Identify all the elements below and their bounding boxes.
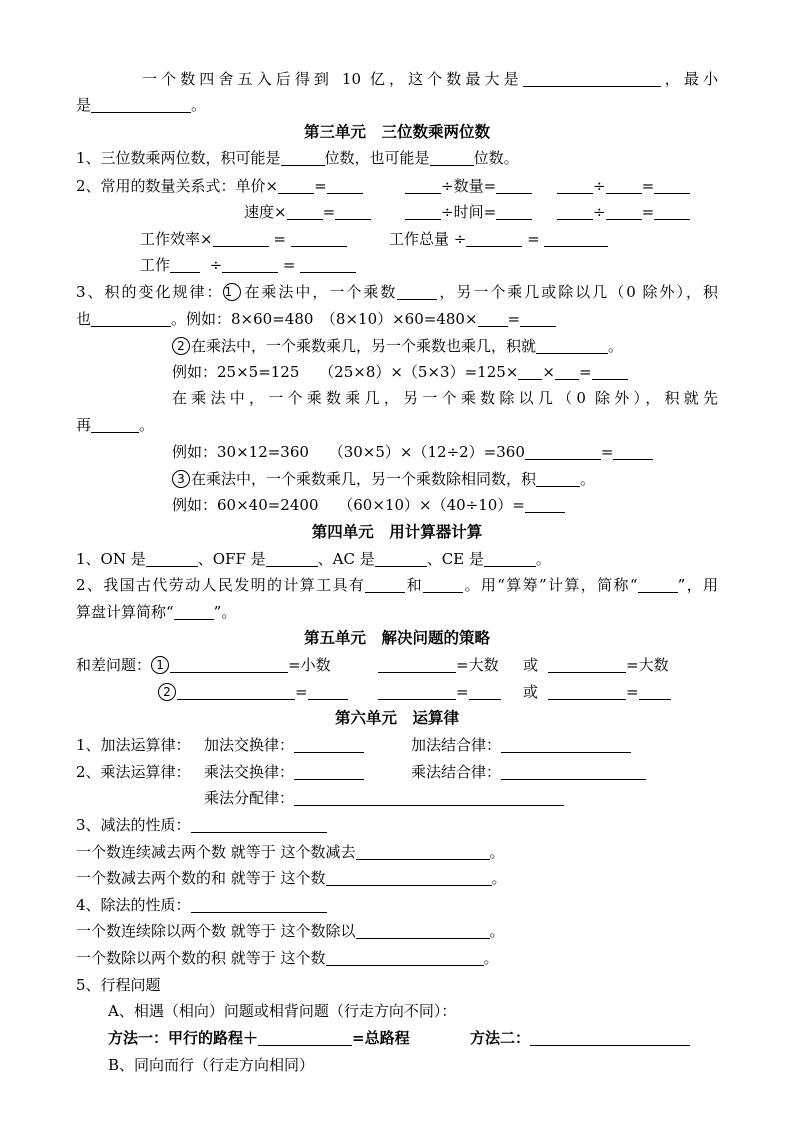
text: 例如：25×5=125 （25×8）×（5×3）=125× bbox=[172, 363, 519, 381]
text: 乘法交换律： bbox=[204, 763, 295, 781]
group bbox=[411, 732, 631, 758]
blank[interactable] bbox=[308, 683, 348, 700]
blank[interactable] bbox=[326, 949, 484, 966]
blank[interactable] bbox=[177, 683, 295, 700]
text: 在乘法中，一个乘数 bbox=[242, 283, 398, 301]
blank[interactable] bbox=[294, 736, 364, 753]
group bbox=[557, 173, 690, 199]
text: 乘法结合律： bbox=[411, 763, 502, 781]
text: × bbox=[542, 363, 555, 381]
text: ÷ bbox=[593, 203, 606, 221]
blank[interactable] bbox=[191, 816, 327, 833]
blank[interactable] bbox=[222, 256, 278, 273]
blank[interactable] bbox=[536, 470, 580, 487]
circled-number-2: 2 bbox=[158, 683, 176, 701]
group bbox=[140, 226, 347, 252]
text: 1、ON 是 bbox=[76, 550, 146, 568]
blank[interactable] bbox=[544, 230, 608, 247]
text: = bbox=[456, 683, 469, 701]
blank[interactable] bbox=[287, 203, 323, 220]
text: 在乘法中，一个乘数乘几，另一个乘数也乘几，积就 bbox=[191, 337, 537, 355]
unit6-item4 bbox=[76, 892, 718, 918]
text: ”。 bbox=[213, 603, 237, 621]
unit3-item2-row4 bbox=[76, 252, 718, 278]
blank[interactable] bbox=[356, 922, 490, 939]
text: =小数 bbox=[288, 656, 331, 674]
text: 3、减法的性质： bbox=[76, 816, 191, 834]
unit6-item3 bbox=[76, 812, 718, 838]
text: 2、我国古代劳动人民发明的计算工具有 bbox=[76, 576, 366, 594]
unit6-item3-row3 bbox=[76, 865, 718, 891]
text: 。 bbox=[483, 949, 499, 967]
blank[interactable] bbox=[548, 656, 626, 673]
blank[interactable] bbox=[518, 363, 542, 380]
blank[interactable] bbox=[365, 576, 405, 593]
group bbox=[244, 199, 371, 225]
text: 。用“算筹”计算，简称“ bbox=[463, 576, 638, 594]
blank[interactable] bbox=[548, 683, 626, 700]
group bbox=[204, 732, 364, 758]
unit3-item1 bbox=[76, 145, 718, 171]
blank[interactable] bbox=[557, 203, 593, 220]
min-number-blank[interactable] bbox=[91, 96, 191, 113]
text: 在乘法中，一个乘数乘几，另一个乘数除以几（0 除外），积就先 bbox=[172, 389, 718, 407]
circled-number-2: 2 bbox=[172, 337, 190, 355]
blank[interactable] bbox=[146, 550, 198, 567]
unit6-item1 bbox=[76, 732, 718, 758]
text: 加法结合律： bbox=[411, 736, 502, 754]
text: 算盘计算简称“ bbox=[76, 603, 174, 621]
text: 3、积的变化规律： bbox=[76, 283, 224, 301]
text: 或 bbox=[523, 656, 539, 674]
group bbox=[405, 173, 532, 199]
group bbox=[108, 1025, 410, 1051]
text: 工作效率× bbox=[140, 230, 213, 248]
unit3-item3-row3 bbox=[172, 333, 718, 359]
text: = bbox=[507, 310, 521, 328]
text: 位数，也可能是 bbox=[324, 149, 430, 167]
group bbox=[204, 759, 364, 785]
blank[interactable] bbox=[327, 177, 363, 194]
group bbox=[557, 199, 690, 225]
blank[interactable] bbox=[278, 177, 314, 194]
max-number-blank[interactable] bbox=[523, 70, 661, 87]
text: =大数 bbox=[626, 656, 669, 674]
unit5-row1 bbox=[76, 652, 718, 678]
unit5-title: 第五单元 解决问题的策略 bbox=[303, 628, 490, 647]
blank[interactable] bbox=[466, 230, 522, 247]
text: = bbox=[641, 203, 655, 221]
blank[interactable] bbox=[170, 656, 288, 673]
unit5-row2 bbox=[76, 679, 718, 705]
text: 位数。 bbox=[473, 149, 519, 167]
text: 2、乘法运算律： bbox=[76, 763, 191, 781]
unit4-item2-row2 bbox=[76, 599, 718, 625]
text: = bbox=[278, 256, 301, 274]
blank[interactable] bbox=[536, 337, 608, 354]
text: 方法二： bbox=[470, 1029, 531, 1047]
text: 再 bbox=[76, 416, 92, 434]
text: 。 bbox=[491, 869, 507, 887]
group bbox=[378, 652, 499, 678]
unit3-item3-row5 bbox=[172, 385, 718, 411]
unit6-item4-row3 bbox=[76, 945, 718, 971]
blank[interactable] bbox=[356, 843, 490, 860]
text: 是 bbox=[76, 96, 92, 114]
text: 或 bbox=[523, 683, 539, 701]
unit6-item4-row2 bbox=[76, 918, 718, 944]
circled-number-1: 1 bbox=[223, 283, 241, 301]
unit3-item3-row1 bbox=[76, 279, 718, 305]
text: 在乘法中，一个乘数乘几，另一个乘数除相同数，积 bbox=[191, 470, 537, 488]
blank[interactable] bbox=[654, 203, 690, 220]
text: ÷ bbox=[209, 256, 223, 274]
group bbox=[158, 679, 348, 705]
text: 1、三位数乘两位数，积可能是 bbox=[76, 149, 281, 167]
blank[interactable] bbox=[405, 177, 441, 194]
group bbox=[470, 1025, 690, 1051]
text: 乘法分配律： bbox=[204, 789, 295, 807]
unit3-item3-row7 bbox=[172, 439, 718, 465]
blank[interactable] bbox=[378, 683, 456, 700]
text: 。 bbox=[608, 337, 624, 355]
blank[interactable] bbox=[294, 763, 364, 780]
blank[interactable] bbox=[606, 177, 642, 194]
text: 。 bbox=[489, 922, 505, 940]
unit6-item3-row2 bbox=[76, 839, 718, 865]
text: = bbox=[295, 683, 308, 701]
text: 4、除法的性质： bbox=[76, 896, 191, 914]
blank[interactable] bbox=[174, 603, 214, 620]
group bbox=[548, 652, 669, 678]
text: 和 bbox=[405, 576, 424, 594]
circled-number-1: 1 bbox=[151, 656, 169, 674]
text: = bbox=[322, 203, 336, 221]
blank[interactable] bbox=[638, 576, 678, 593]
group bbox=[411, 759, 646, 785]
text: 一个数连续除以两个数 就等于 这个数除以 bbox=[76, 922, 356, 940]
blank[interactable] bbox=[557, 177, 593, 194]
text: 2、常用的数量关系式：单价× bbox=[76, 177, 279, 195]
text: 。 bbox=[139, 416, 155, 434]
text: 。 bbox=[191, 96, 207, 114]
unit6-item2-row2 bbox=[76, 785, 718, 811]
text: ，最小 bbox=[660, 70, 718, 88]
text: 。例如：8×60=480 （8×10）×60=480× bbox=[171, 310, 478, 328]
text: = bbox=[641, 177, 655, 195]
blank[interactable] bbox=[654, 177, 690, 194]
text: 工作 bbox=[140, 256, 171, 274]
group bbox=[140, 252, 356, 278]
blank[interactable] bbox=[496, 177, 532, 194]
unit6-item5-methods bbox=[76, 1025, 718, 1051]
text: = bbox=[600, 443, 614, 461]
unit3-item2-row1 bbox=[76, 173, 718, 199]
unit6-item5-b: B、同向而行（行走方向相同） bbox=[108, 1056, 315, 1074]
blank[interactable] bbox=[530, 1029, 690, 1046]
blank[interactable] bbox=[555, 363, 579, 380]
blank[interactable] bbox=[525, 496, 565, 513]
blank[interactable] bbox=[191, 896, 327, 913]
blank[interactable] bbox=[326, 869, 492, 886]
text: 一个数减去两个数的和 就等于 这个数 bbox=[76, 869, 326, 887]
blank[interactable] bbox=[606, 203, 642, 220]
unit3-item2-row3 bbox=[76, 226, 718, 252]
blank[interactable] bbox=[469, 683, 501, 700]
text: 也 bbox=[76, 310, 92, 328]
unit3-item3-row6 bbox=[76, 412, 718, 438]
text: 、OFF 是 bbox=[197, 550, 266, 568]
blank[interactable] bbox=[335, 203, 371, 220]
blank[interactable] bbox=[501, 763, 646, 780]
blank[interactable] bbox=[294, 789, 564, 806]
blank[interactable] bbox=[496, 203, 532, 220]
text: ”，用 bbox=[677, 576, 718, 594]
text: = bbox=[626, 683, 639, 701]
blank[interactable] bbox=[592, 363, 628, 380]
text: 例如：30×12=360 （30×5）×（12÷2）=360 bbox=[172, 443, 525, 461]
blank[interactable] bbox=[375, 550, 427, 567]
group bbox=[405, 199, 532, 225]
unit4-item2-row1 bbox=[76, 572, 718, 598]
unit3-title: 第三单元 三位数乘两位数 bbox=[303, 122, 490, 141]
text: 例如：60×40=2400 （60×10）×（40÷10）= bbox=[172, 496, 525, 514]
unit6-title: 第六单元 运算律 bbox=[334, 708, 459, 727]
text: = bbox=[314, 177, 327, 195]
digits-blank-2[interactable] bbox=[430, 149, 474, 166]
rounding-question-line-1 bbox=[76, 66, 718, 92]
text: 和差问题： bbox=[76, 656, 152, 674]
blank[interactable] bbox=[91, 416, 139, 433]
blank[interactable] bbox=[300, 256, 356, 273]
text: 1、加法运算律： bbox=[76, 736, 191, 754]
group bbox=[204, 785, 564, 811]
blank[interactable] bbox=[291, 230, 347, 247]
unit3-item3-row2 bbox=[76, 306, 718, 332]
text: = bbox=[578, 363, 592, 381]
group bbox=[548, 679, 671, 705]
text: 一个数四舍五入后得到 10 亿，这个数最大是 bbox=[142, 70, 523, 88]
blank[interactable] bbox=[405, 203, 441, 220]
unit3-item3-row9 bbox=[172, 492, 718, 518]
unit3-item2-row2 bbox=[76, 199, 718, 225]
text: 加法交换律： bbox=[204, 736, 295, 754]
text: = bbox=[268, 230, 291, 248]
blank[interactable] bbox=[501, 736, 631, 753]
blank[interactable] bbox=[170, 256, 200, 273]
text: ÷时间= bbox=[441, 203, 497, 221]
text: 。 bbox=[535, 550, 551, 568]
unit4-item1 bbox=[76, 546, 718, 572]
text: = bbox=[522, 230, 545, 248]
blank[interactable] bbox=[423, 576, 463, 593]
text: 一个数连续减去两个数 就等于 这个数减去 bbox=[76, 843, 356, 861]
blank[interactable] bbox=[520, 310, 556, 327]
group bbox=[378, 679, 501, 705]
text: 、AC 是 bbox=[317, 550, 375, 568]
unit6-item5: 5、行程问题 bbox=[76, 976, 161, 994]
unit6-item5-a: A、相遇（相向）问题或相背问题（行走方向不同）： bbox=[108, 1002, 457, 1020]
text: 工作总量 ÷ bbox=[389, 230, 467, 248]
text: 速度× bbox=[244, 203, 287, 221]
text: =大数 bbox=[456, 656, 499, 674]
blank[interactable] bbox=[525, 443, 601, 460]
blank[interactable] bbox=[478, 310, 508, 327]
circled-number-3: 3 bbox=[172, 470, 190, 488]
blank[interactable] bbox=[639, 683, 671, 700]
blank[interactable] bbox=[378, 656, 456, 673]
blank[interactable] bbox=[613, 443, 653, 460]
blank[interactable] bbox=[266, 550, 318, 567]
digits-blank-1[interactable] bbox=[281, 149, 325, 166]
unit3-item3-row4 bbox=[172, 359, 718, 385]
text: 方法一：甲行的路程＋ bbox=[108, 1029, 259, 1047]
text: 。 bbox=[580, 470, 596, 488]
text: 。 bbox=[489, 843, 505, 861]
blank[interactable] bbox=[258, 1029, 352, 1046]
text: ÷ bbox=[593, 177, 606, 195]
group bbox=[389, 226, 608, 252]
unit6-item2 bbox=[76, 759, 718, 785]
blank[interactable] bbox=[91, 310, 171, 327]
text: 一个数除以两个数的积 就等于 这个数 bbox=[76, 949, 326, 967]
blank[interactable] bbox=[397, 283, 437, 300]
rounding-question-line-2 bbox=[76, 92, 718, 118]
unit3-item3-row8 bbox=[172, 466, 718, 492]
text: =总路程 bbox=[352, 1029, 410, 1047]
text: ÷数量= bbox=[441, 177, 497, 195]
text: 、CE 是 bbox=[426, 550, 484, 568]
text: ，另一个乘几或除以几（0 除外），积 bbox=[437, 283, 718, 301]
blank[interactable] bbox=[484, 550, 536, 567]
blank[interactable] bbox=[213, 230, 269, 247]
unit4-title: 第四单元 用计算器计算 bbox=[311, 522, 483, 541]
